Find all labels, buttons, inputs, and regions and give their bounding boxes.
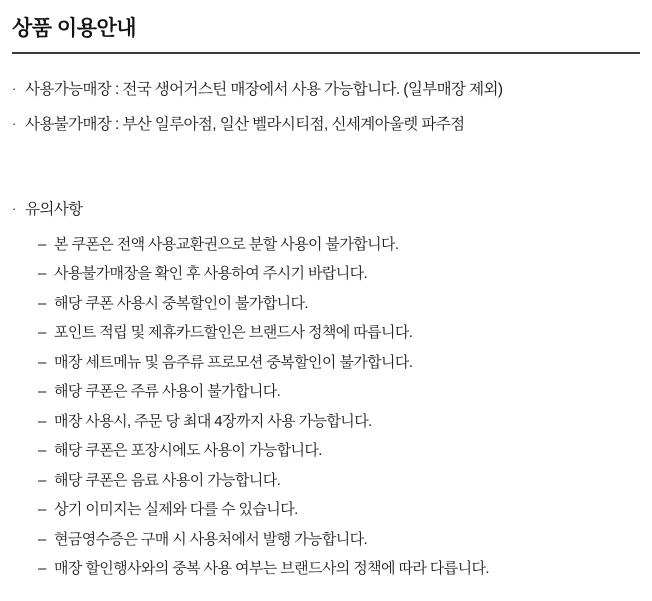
notes-heading-label: 유의사항 — [25, 200, 83, 218]
list-item — [38, 294, 640, 314]
list-item — [12, 80, 640, 101]
note-text: 해당 쿠폰 사용시 중복할인이 불가합니다. — [54, 294, 308, 312]
dash-icon: – — [38, 442, 46, 460]
note-text: 본 쿠폰은 전액 사용교환권으로 분할 사용이 불가합니다. — [54, 235, 399, 253]
list-item — [38, 264, 640, 284]
list-item — [38, 353, 640, 373]
store-info-unavailable-text: 사용불가매장 : 부산 일루아점, 일산 벨라시티점, 신세계아울렛 파주점 — [25, 115, 465, 133]
bullet-dot-icon: · — [12, 200, 16, 216]
note-text: 포인트 적립 및 제휴카드할인은 브랜드사 정책에 따릅니다. — [54, 324, 413, 342]
list-item — [38, 235, 640, 255]
note-text: 매장 세트메뉴 및 음주류 프로모션 중복할인이 불가합니다. — [54, 353, 413, 371]
note-text: 해당 쿠폰은 주류 사용이 불가합니다. — [54, 383, 281, 401]
note-text: 상기 이미지는 실제와 다를 수 있습니다. — [54, 501, 298, 519]
dash-icon: – — [38, 471, 46, 489]
notes-heading — [12, 200, 640, 221]
list-item — [38, 382, 640, 402]
list-item — [38, 441, 640, 461]
title-divider — [12, 52, 640, 54]
section-spacer — [12, 150, 640, 200]
note-text: 매장 사용시, 주문 당 최대 4장까지 사용 가능합니다. — [54, 412, 372, 430]
list-item — [38, 471, 640, 491]
page-title: 상품 이용안내 — [12, 17, 137, 40]
list-item — [38, 500, 640, 520]
dash-icon: – — [38, 560, 46, 578]
list-item — [38, 530, 640, 550]
store-info-available-text: 사용가능매장 : 전국 생어거스틴 매장에서 사용 가능합니다. (일부매장 제외) — [25, 81, 503, 98]
dash-icon: – — [38, 235, 46, 253]
dash-icon: – — [38, 294, 46, 312]
list-item — [38, 323, 640, 343]
notes-list — [12, 235, 640, 579]
note-text: 현금영수증은 구매 시 사용처에서 발행 가능합니다. — [54, 530, 368, 548]
dash-icon: – — [38, 501, 46, 519]
dash-icon: – — [38, 412, 46, 430]
dash-icon: – — [38, 530, 46, 548]
list-item — [12, 115, 640, 136]
note-text: 매장 할인행사와의 중복 사용 여부는 브랜드사의 정책에 따라 다릅니다. — [54, 560, 489, 578]
dash-icon: – — [38, 353, 46, 371]
store-info-list — [12, 80, 640, 136]
dash-icon: – — [38, 265, 46, 283]
note-text: 사용불가매장을 확인 후 사용하여 주시기 바랍니다. — [54, 265, 368, 283]
bullet-dot-icon: · — [12, 115, 16, 131]
list-item — [38, 412, 640, 432]
list-item — [38, 559, 640, 579]
dash-icon: – — [38, 383, 46, 401]
dash-icon: – — [38, 324, 46, 342]
bullet-dot-icon: · — [12, 81, 16, 96]
note-text: 해당 쿠폰은 음료 사용이 가능합니다. — [54, 471, 281, 489]
note-text: 해당 쿠폰은 포장시에도 사용이 가능합니다. — [54, 442, 322, 460]
